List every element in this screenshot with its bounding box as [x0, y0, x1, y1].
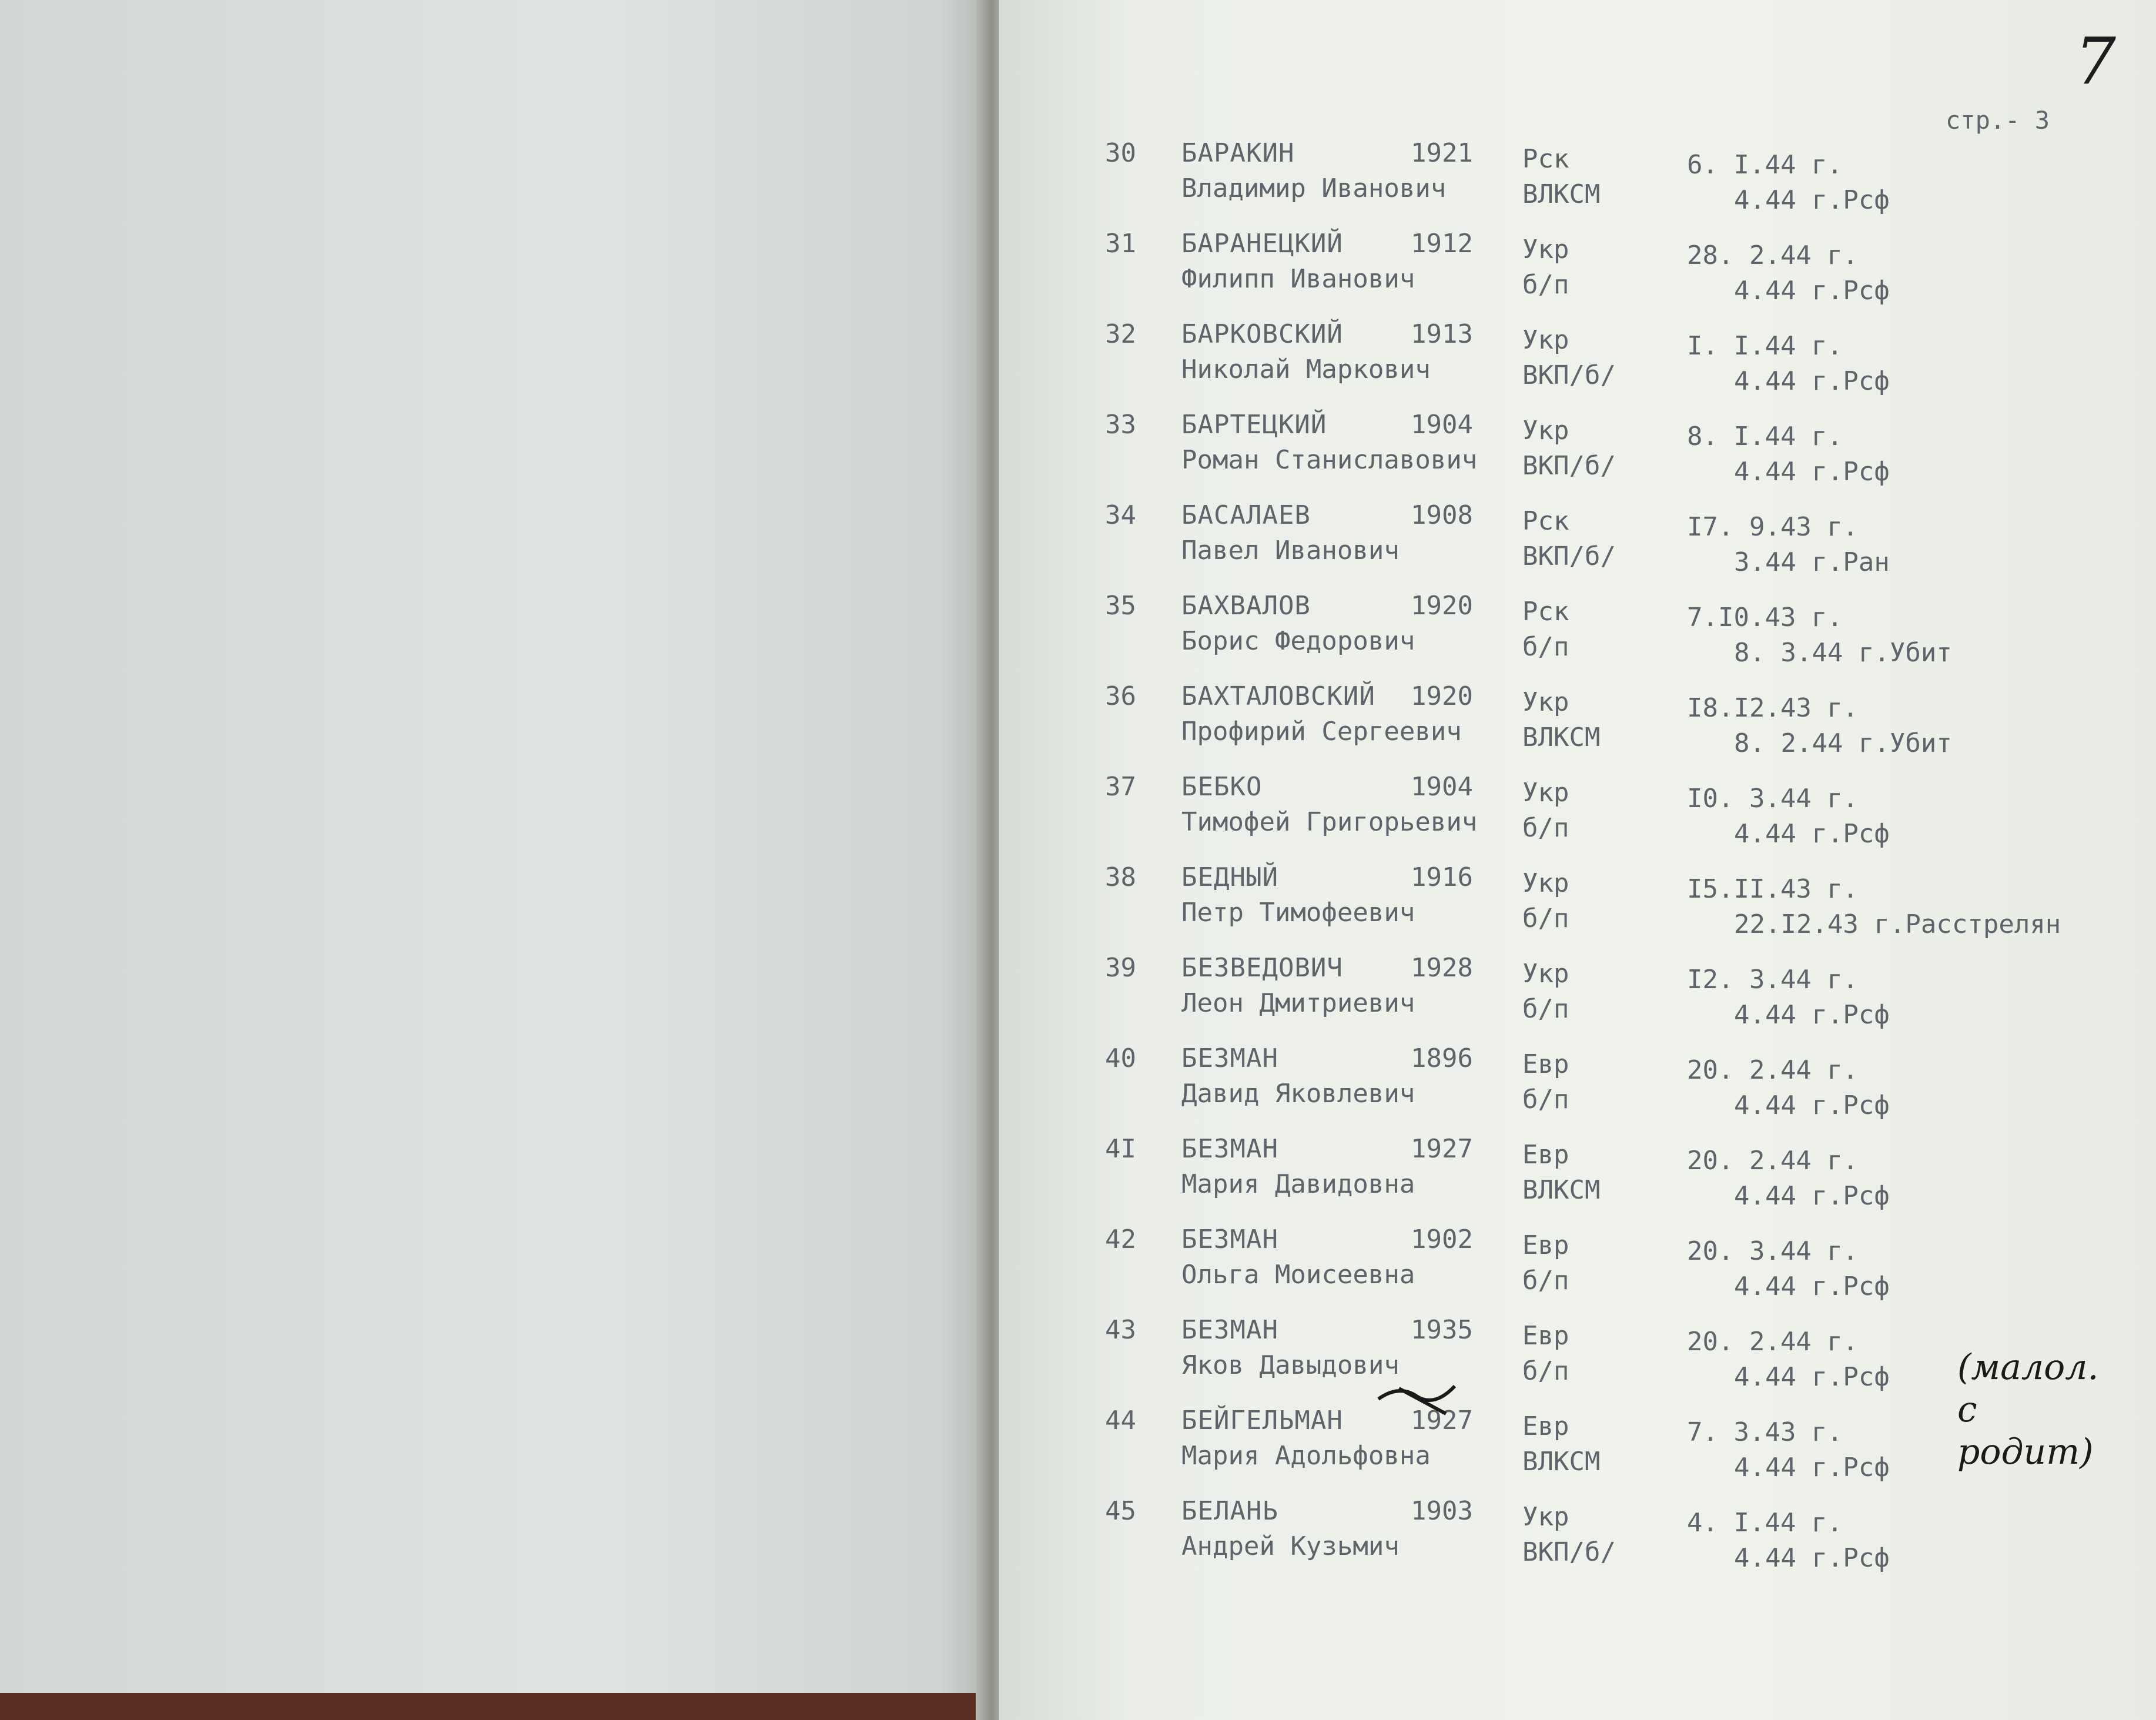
record-party: б/п	[1522, 1085, 1569, 1115]
record-num: 43	[1105, 1315, 1136, 1345]
record-year: 1920	[1411, 591, 1473, 621]
record-surname: БЕБКО	[1181, 772, 1263, 802]
record-given: Филипп Иванович	[1181, 264, 1415, 294]
record-year: 1920	[1411, 681, 1473, 711]
record-surname: БАХВАЛОВ	[1181, 591, 1311, 621]
record-party: б/п	[1522, 270, 1569, 300]
record-date2: 8. 3.44 г.Убит	[1734, 638, 1952, 668]
record-surname: БАРКОВСКИЙ	[1181, 319, 1343, 349]
record-party: б/п	[1522, 903, 1569, 933]
record-date1: I0. 3.44 г.	[1687, 784, 1859, 814]
record-party: б/п	[1522, 994, 1569, 1024]
record-year: 1904	[1411, 772, 1473, 802]
record-date1: 8. I.44 г.	[1687, 421, 1843, 451]
record-given: Ольга Моисеевна	[1181, 1260, 1415, 1290]
record-given: Тимофей Григорьевич	[1181, 807, 1478, 837]
record-date1: I2. 3.44 г.	[1687, 965, 1859, 995]
record-nation: Евр	[1522, 1321, 1569, 1351]
record-date2: 4.44 г.Рсф	[1734, 1453, 1890, 1483]
record-surname: БАРАНЕЦКИЙ	[1181, 229, 1343, 259]
record-year: 1904	[1411, 410, 1473, 440]
record-nation: Укр	[1522, 778, 1569, 808]
handwritten-page-number: 7	[2075, 24, 2116, 99]
record-nation: Евр	[1522, 1411, 1569, 1441]
record-year: 1935	[1411, 1315, 1473, 1345]
record-given: Яков Давыдович	[1181, 1350, 1400, 1380]
record-row	[0, 953, 2156, 1041]
record-nation: Евр	[1522, 1140, 1569, 1170]
record-row	[0, 862, 2156, 951]
record-nation: Укр	[1522, 868, 1569, 898]
record-date1: 7.I0.43 г.	[1687, 603, 1843, 633]
record-nation: Укр	[1522, 687, 1569, 717]
record-year: 1927	[1411, 1134, 1473, 1164]
record-year: 1927	[1411, 1406, 1473, 1435]
record-given: Николай Маркович	[1181, 354, 1431, 384]
record-given: Давид Яковлевич	[1181, 1079, 1415, 1109]
record-year: 1913	[1411, 319, 1473, 349]
record-surname: БЕЛАНЬ	[1181, 1496, 1278, 1526]
record-date1: I8.I2.43 г.	[1687, 693, 1859, 723]
record-row	[0, 591, 2156, 679]
record-surname: БАХТАЛОВСКИЙ	[1181, 681, 1375, 711]
record-num: 44	[1105, 1406, 1136, 1435]
record-num: 4I	[1105, 1134, 1136, 1164]
record-row	[0, 1315, 2156, 1403]
page-label: стр.- 3	[1946, 106, 2050, 135]
handwritten-margin-note	[1957, 1346, 2122, 1473]
record-surname: БЕЗМАН	[1181, 1315, 1278, 1345]
record-date2: 4.44 г.Рсф	[1734, 276, 1890, 306]
record-year: 1896	[1411, 1043, 1473, 1073]
record-num: 39	[1105, 953, 1136, 983]
record-num: 40	[1105, 1043, 1136, 1073]
record-date2: 4.44 г.Рсф	[1734, 1000, 1890, 1030]
record-date2: 4.44 г.Рсф	[1734, 1090, 1890, 1120]
record-date1: 28. 2.44 г.	[1687, 240, 1859, 270]
record-num: 45	[1105, 1496, 1136, 1526]
record-row	[0, 229, 2156, 317]
record-row	[0, 681, 2156, 769]
record-party: б/п	[1522, 632, 1569, 662]
record-row	[0, 1406, 2156, 1494]
record-nation: Укр	[1522, 235, 1569, 265]
record-date2: 4.44 г.Рсф	[1734, 1362, 1890, 1392]
record-row	[0, 1496, 2156, 1584]
record-given: Петр Тимофеевич	[1181, 898, 1415, 928]
record-row	[0, 319, 2156, 407]
record-party: б/п	[1522, 1356, 1569, 1386]
record-party: б/п	[1522, 1266, 1569, 1296]
record-num: 42	[1105, 1224, 1136, 1254]
margin-note-line-2: с родит)	[1957, 1389, 2094, 1473]
record-given: Андрей Кузьмич	[1181, 1531, 1400, 1561]
record-row	[0, 410, 2156, 498]
record-date2: 4.44 г.Рсф	[1734, 366, 1890, 396]
record-date1: 20. 2.44 г.	[1687, 1327, 1859, 1357]
record-row	[0, 1043, 2156, 1132]
record-nation: Евр	[1522, 1049, 1569, 1079]
record-year: 1903	[1411, 1496, 1473, 1526]
record-nation: Укр	[1522, 1502, 1569, 1532]
record-row	[0, 138, 2156, 226]
record-date1: I5.II.43 г.	[1687, 874, 1859, 904]
record-date2: 4.44 г.Рсф	[1734, 1543, 1890, 1573]
margin-note-line-1: (малол.	[1957, 1347, 2099, 1388]
record-year: 1908	[1411, 500, 1473, 530]
record-date1: 20. 2.44 г.	[1687, 1055, 1859, 1085]
record-num: 35	[1105, 591, 1136, 621]
record-date2: 8. 2.44 г.Убит	[1734, 728, 1952, 758]
record-surname: БЕЗМАН	[1181, 1134, 1278, 1164]
record-party: ВЛКСМ	[1522, 179, 1601, 209]
record-nation: Рск	[1522, 506, 1569, 536]
record-nation: Рск	[1522, 144, 1569, 174]
record-given: Мария Давидовна	[1181, 1169, 1415, 1199]
record-party: ВКП/б/	[1522, 541, 1616, 571]
record-party: ВЛКСМ	[1522, 722, 1601, 752]
record-party: ВКП/б/	[1522, 360, 1616, 390]
record-year: 1928	[1411, 953, 1473, 983]
record-num: 33	[1105, 410, 1136, 440]
record-party: ВЛКСМ	[1522, 1447, 1601, 1477]
record-year: 1916	[1411, 862, 1473, 892]
record-date2: 4.44 г.Рсф	[1734, 185, 1890, 215]
record-year: 1902	[1411, 1224, 1473, 1254]
record-given: Владимир Иванович	[1181, 173, 1447, 203]
record-year: 1912	[1411, 229, 1473, 259]
record-nation: Укр	[1522, 416, 1569, 446]
record-num: 31	[1105, 229, 1136, 259]
record-nation: Евр	[1522, 1230, 1569, 1260]
record-row	[0, 500, 2156, 588]
record-num: 38	[1105, 862, 1136, 892]
record-given: Павел Иванович	[1181, 536, 1400, 565]
record-date1: 6. I.44 г.	[1687, 150, 1843, 180]
record-date1: 7. 3.43 г.	[1687, 1417, 1843, 1447]
record-nation: Укр	[1522, 325, 1569, 355]
record-surname: БЕЙГЕЛЬМАН	[1181, 1406, 1343, 1435]
record-surname: БЕЗМАН	[1181, 1043, 1278, 1073]
record-surname: БЕЗВЕДОВИЧ	[1181, 953, 1343, 983]
handwritten-strike-mark	[1375, 1381, 1458, 1417]
record-surname: БАРАКИН	[1181, 138, 1295, 168]
record-date1: 20. 2.44 г.	[1687, 1146, 1859, 1176]
record-date1: I. I.44 г.	[1687, 331, 1843, 361]
record-date2: 22.I2.43 г.Расстрелян	[1734, 909, 2061, 939]
record-surname: БАРТЕЦКИЙ	[1181, 410, 1327, 440]
record-date2: 4.44 г.Рсф	[1734, 819, 1890, 849]
record-given: Мария Адольфовна	[1181, 1441, 1431, 1471]
record-given: Профирий Сергеевич	[1181, 717, 1462, 747]
record-given: Роман Станиславович	[1181, 445, 1478, 475]
record-row	[0, 772, 2156, 860]
record-date2: 3.44 г.Ран	[1734, 547, 1890, 577]
record-year: 1921	[1411, 138, 1473, 168]
record-party: б/п	[1522, 813, 1569, 843]
record-num: 30	[1105, 138, 1136, 168]
record-date2: 4.44 г.Рсф	[1734, 457, 1890, 487]
record-date1: I7. 9.43 г.	[1687, 512, 1859, 542]
record-num: 37	[1105, 772, 1136, 802]
record-given: Леон Дмитриевич	[1181, 988, 1415, 1018]
record-party: ВЛКСМ	[1522, 1175, 1601, 1205]
record-surname: БАСАЛАЕВ	[1181, 500, 1311, 530]
record-nation: Рск	[1522, 597, 1569, 627]
record-num: 36	[1105, 681, 1136, 711]
record-num: 34	[1105, 500, 1136, 530]
record-row	[0, 1224, 2156, 1313]
record-surname: БЕДНЫЙ	[1181, 862, 1278, 892]
record-party: ВКП/б/	[1522, 451, 1616, 481]
record-date2: 4.44 г.Рсф	[1734, 1271, 1890, 1301]
record-date1: 4. I.44 г.	[1687, 1508, 1843, 1538]
record-given: Борис Федорович	[1181, 626, 1415, 656]
record-party: ВКП/б/	[1522, 1537, 1616, 1567]
record-row	[0, 1134, 2156, 1222]
record-surname: БЕЗМАН	[1181, 1224, 1278, 1254]
record-num: 32	[1105, 319, 1136, 349]
record-nation: Укр	[1522, 959, 1569, 989]
record-date2: 4.44 г.Рсф	[1734, 1181, 1890, 1211]
record-date1: 20. 3.44 г.	[1687, 1236, 1859, 1266]
